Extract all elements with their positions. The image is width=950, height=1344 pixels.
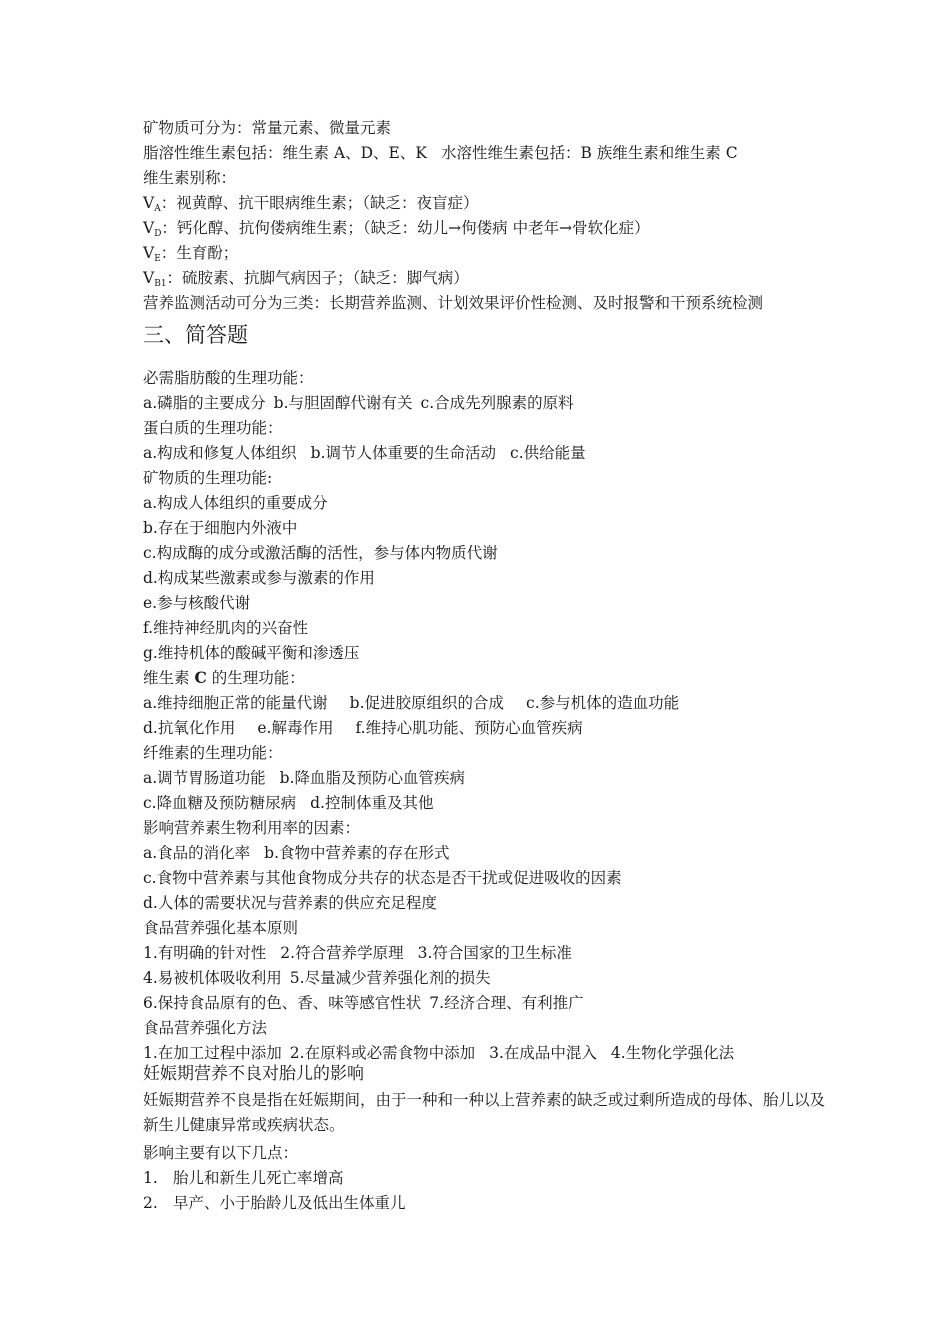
vitamin-alias-text: ：生育酚； (160, 244, 239, 262)
list-item: b.降血脂及预防心血管疾病 (279, 769, 466, 787)
list-item: a.调节胃肠道功能 (143, 769, 266, 787)
list-item: d.抗氧化作用 (143, 719, 236, 737)
list-number: 1. (143, 1169, 158, 1187)
list-item: 1.在加工过程中添加 (143, 1044, 282, 1062)
fiber-items-row-2 (143, 793, 833, 813)
list-item: a.食品的消化率 (143, 844, 251, 862)
vitamin-alias-d (143, 218, 833, 244)
list-item-text: 早产、小于胎龄儿及低出生体重儿 (173, 1194, 406, 1212)
pregnancy-title: 妊娠期营养不良对胎儿的影响 (143, 1064, 364, 1084)
list-number: 2. (143, 1194, 158, 1212)
fortification-principles-row-2 (143, 968, 833, 988)
fortification-methods-title: 食品营养强化方法 (143, 1019, 268, 1037)
vitamin-c-items-row-2 (143, 718, 833, 738)
list-item: 4.生物化学强化法 (610, 1044, 735, 1062)
list-item: 1.有明确的针对性 (143, 944, 267, 962)
efa-items (143, 393, 833, 413)
vitamin-alias-text: ：钙化醇、抗佝偻病维生素；（缺乏：幼儿→佝偻病 中老年→骨软化症） (161, 219, 650, 237)
list-item-text: 胎儿和新生儿死亡率增高 (173, 1169, 344, 1187)
vitamin-symbol: V (143, 269, 155, 287)
list-item: f.维持心肌功能、预防心血管疾病 (355, 719, 583, 737)
vitamin-alias-text: ：视黄醇、抗干眼病维生素；（缺乏：夜盲症） (160, 194, 479, 212)
list-item: c.食物中营养素与其他食物成分共存的状态是否干扰或促进吸收的因素 (143, 869, 622, 887)
monitoring-categories: 营养监测活动可分为三类：长期营养监测、计划效果评价性检测、及时报警和干预系统检测 (143, 294, 764, 312)
fortification-principles-row-3 (143, 993, 833, 1013)
list-item: 6.保持食品原有的色、香、味等感官性状 (143, 994, 422, 1012)
list-item: a.维持细胞正常的能量代谢 (143, 694, 328, 712)
section-heading: 三、简答题 (143, 323, 248, 347)
protein-title: 蛋白质的生理功能： (143, 419, 283, 437)
water-soluble-vitamins: 水溶性维生素包括：B 族维生素和维生素 C (440, 144, 738, 162)
list-item: 5.尽量减少营养强化剂的损失 (289, 969, 491, 987)
bioavailability-items-row-1 (143, 843, 833, 863)
list-item: g.维持机体的酸碱平衡和渗透压 (143, 644, 360, 662)
list-item: c.降血糖及预防糖尿病 (143, 794, 297, 812)
vitamin-c-title (143, 668, 833, 688)
list-item (143, 1168, 833, 1188)
list-item: a.磷脂的主要成分 (143, 394, 266, 412)
list-item: 3.符合国家的卫生标准 (417, 944, 572, 962)
vitamin-symbol: V (143, 219, 155, 237)
list-item: 4.易被机体吸收利用 (143, 969, 282, 987)
fat-soluble-vitamins: 脂溶性维生素包括：维生素 A、D、E、K (143, 144, 427, 162)
pregnancy-definition: 妊娠期营养不良是指在妊娠期间，由于一种和一种以上营养素的缺乏或过剩所造成的母体、胎儿以及新生儿健康异常或疾病状态。 (143, 1091, 826, 1134)
vitamin-alias-text: ：硫胺素、抗脚气病因子；（缺乏：脚气病） (166, 269, 469, 287)
list-item: c.合成先列腺素的原料 (420, 394, 574, 412)
vitamins-classification (143, 143, 833, 163)
fortification-principles-row-1 (143, 943, 833, 963)
fortification-methods-row (143, 1043, 833, 1063)
list-item: b.食物中营养素的存在形式 (264, 844, 450, 862)
list-item: b.调节人体重要的生命活动 (310, 444, 497, 462)
vitamin-c-items-row-1 (143, 693, 833, 713)
list-item: b.与胆固醇代谢有关 (273, 394, 413, 412)
list-item: b.存在于细胞内外液中 (143, 519, 298, 537)
list-item: a.构成和修复人体组织 (143, 444, 297, 462)
list-item: b.促进胶原组织的合成 (349, 694, 505, 712)
list-item: 2.在原料或必需食物中添加 (289, 1044, 476, 1062)
vitamin-alias-b1 (143, 268, 833, 294)
vitamin-c-letter: C (194, 668, 207, 687)
list-item: 7.经济合理、有利推广 (429, 994, 584, 1012)
protein-items (143, 443, 833, 463)
list-item: a.构成人体组织的重要成分 (143, 494, 328, 512)
fiber-title: 纤维素的生理功能： (143, 744, 283, 762)
vitamin-subscript: E (154, 254, 161, 264)
vitamin-c-title-prefix: 维生素 (143, 669, 195, 687)
vitamin-aliases-title: 维生素别称： (143, 169, 237, 187)
list-item: e.解毒作用 (257, 719, 334, 737)
minerals-title: 矿物质的生理功能: (143, 469, 273, 487)
list-item (143, 1193, 833, 1213)
list-item: c.供给能量 (510, 444, 586, 462)
list-item: c.参与机体的造血功能 (526, 694, 680, 712)
list-item: d.控制体重及其他 (310, 794, 434, 812)
bioavailability-title: 影响营养素生物利用率的因素： (143, 819, 361, 837)
list-item: 3.在成品中混入 (489, 1044, 597, 1062)
vitamin-alias-a (143, 193, 833, 219)
vitamin-alias-e (143, 243, 833, 269)
fiber-items-row-1 (143, 768, 833, 788)
pregnancy-effects-title: 影响主要有以下几点： (143, 1144, 299, 1162)
list-item: 2.符合营养学原理 (280, 944, 404, 962)
fortification-principles-title: 食品营养强化基本原则 (143, 919, 299, 937)
minerals-classification: 矿物质可分为：常量元素、微量元素 (143, 119, 392, 137)
vitamin-subscript: A (154, 204, 161, 214)
vitamin-c-title-suffix: 的生理功能： (206, 669, 305, 687)
vitamin-symbol: V (143, 194, 155, 212)
vitamin-subscript: B1 (154, 279, 167, 289)
list-item: d.构成某些激素或参与激素的作用 (143, 569, 375, 587)
efa-title: 必需脂肪酸的生理功能： (143, 369, 314, 387)
list-item: c.构成酶的成分或激活酶的活性，参与体内物质代谢 (143, 544, 498, 562)
vitamin-symbol: V (143, 244, 155, 262)
list-item: f.维持神经肌肉的兴奋性 (143, 619, 309, 637)
vitamin-subscript: D (154, 229, 162, 239)
list-item: e.参与核酸代谢 (143, 594, 251, 612)
list-item: d.人体的需要状况与营养素的供应充足程度 (143, 894, 437, 912)
